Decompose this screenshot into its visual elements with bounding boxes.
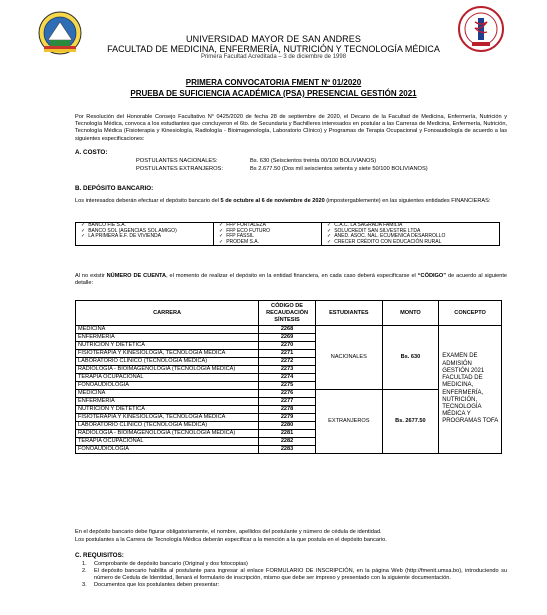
bank-item: ✓ BANCO FIE S.A. — [81, 222, 126, 228]
codigo-cell: 2269 — [259, 334, 316, 342]
costo-label-nacionales: POSTULANTES NACIONALES: — [136, 158, 218, 164]
bank-item: ✓ CRECER CRÉDITO CON EDUCACIÓN RURAL — [327, 238, 442, 245]
codigo-cell: 2280 — [259, 422, 316, 430]
codes-table — [75, 300, 502, 454]
check-icon: ✓ — [327, 222, 332, 228]
codigo-cell: 2283 — [259, 446, 316, 454]
concepto-cell: EXAMEN DE ADMISIÓN GESTIÓN 2021 FACULTAD DE MEDICINA, ENFERMERÍA, NUTRICIÓN, TECNOLOGÍA MÉDICA Y PROGRAMAS TOFA — [439, 326, 502, 454]
monto-nacionales-cell: Bs. 630 — [382, 326, 439, 390]
costo-value-nacionales: Bs. 630 (Seiscientos treinta 00/100 BOLIVIANOS) — [250, 158, 377, 164]
bank-item: ✓ FFP ECO FUTURO — [219, 227, 270, 234]
col-header-carrera: CARRERA — [76, 301, 259, 326]
faculty-name: FACULTAD DE MEDICINA, ENFERMERÍA, NUTRICIÓN Y TECNOLOGÍA MÉDICA — [107, 44, 440, 54]
carrera-cell: LABORATORIO CLÍNICO (TECNOLOGÍA MÉDICA) — [76, 358, 259, 366]
check-icon: ✓ — [81, 227, 86, 234]
codigo-cell: 2279 — [259, 414, 316, 422]
estudiantes-nacionales-cell: NACIONALES — [315, 326, 382, 390]
deposito-paragraph: Los interesados deberán efectuar el depósito bancario del 5 de octubre al 6 de noviembre de 2020 (impostergablemente) en las siguientes entidades FINANCIERAS: — [75, 198, 491, 204]
codigo-cell: 2273 — [259, 366, 316, 374]
deposito-dates: 5 de octubre al 6 de noviembre de 2020 — [220, 198, 325, 204]
carrera-cell: LABORATORIO CLÍNICO (TECNOLOGÍA MÉDICA) — [76, 422, 259, 430]
check-icon: ✓ — [219, 227, 224, 234]
col-header-codigo: CÓDIGO DE RECAUDACIÓN SÍNTESIS — [259, 301, 316, 326]
cuenta-paragraph: Al no existir NÚMERO DE CUENTA, el momento de realizar el depósito en la entidad financiera, en cada caso deberá especificarse el “CÓDIGO” de acuerdo al siguiente detalle: — [75, 273, 507, 287]
codigo-cell: 2277 — [259, 398, 316, 406]
intro-paragraph: Por Resolución del Honorable Consejo Facultativo N° 0425/2020 de fecha 28 de septiembre de 2020, el Decano de la Facultad de Medicina, Enfermería, Nutrición y Tecnología Médica, convoca a los estudiantes que concluyeron el 6to. de Secundaria y Bachilleres interesados en postular a las Carreras de Medicina, Enfermería, Nutrición, Tecnología Médica (Fisioterapia y Kinesiología, Radiología - Bioimagenología, Laboratorio Clínico) y Programas de Terapia Ocupacional y Fonoaudiología de acuerdo a las siguientes especificaciones: — [75, 114, 507, 142]
carrera-cell: FISIOTERAPIA Y KINESIOLOGÍA, TECNOLOGÍA MÉDICA — [76, 414, 259, 422]
requisitos-list — [82, 561, 507, 589]
carrera-cell: ENFERMERÍA — [76, 334, 259, 342]
bank-item: ✓ ANED. ASOC. NAL. ECUMENICA DESARROLLO — [327, 233, 446, 239]
bank-item: ✓ FFP FORTALEZA — [219, 222, 266, 228]
note-line-2: Los postulantes a la Carrera de Tecnología Médica deberán especificar a la mención a la que postula en el depósito bancario. — [75, 537, 387, 543]
check-icon: ✓ — [219, 222, 224, 228]
bank-item: ✓ BANCO SOL (AGENCIAS SOL AMIGO) — [81, 227, 177, 234]
costo-label-extranjeros: POSTULANTES EXTRANJEROS: — [136, 166, 223, 172]
codigo-cell: 2275 — [259, 382, 316, 390]
list-item: 3. Documentos que los postulantes deben presentar: — [82, 582, 220, 588]
carrera-cell: FONOAUDIOLOGÍA — [76, 446, 259, 454]
convocatoria-title: PRIMERA CONVOCATORIA FMENT Nº 01/2020 — [185, 78, 362, 87]
note-line-1: En el depósito bancario debe figurar obligatoriamente, el nombre, apellidos del postulante y número de cédula de identidad. — [75, 529, 382, 535]
check-icon: ✓ — [327, 233, 332, 239]
bank-item: ✓ PRODEM S.A. — [219, 238, 259, 245]
carrera-cell: MEDICINA — [76, 390, 259, 398]
col-header-monto: MONTO — [382, 301, 439, 326]
col-header-estudiantes: ESTUDIANTES — [315, 301, 382, 326]
carrera-cell: RADIOLOGÍA - BIOIMAGENOLOGÍA (TECNOLOGÍA MÉDICA) — [76, 366, 259, 374]
list-item: 1. Comprobante de depósito bancario (Original y dos fotocopias) — [82, 561, 248, 567]
carrera-cell: TERAPIA OCUPACIONAL — [76, 374, 259, 382]
carrera-cell: FONOAUDIOLOGÍA — [76, 382, 259, 390]
banks-column-2 — [214, 223, 322, 246]
codigo-cell: 2274 — [259, 374, 316, 382]
bank-item: ✓ SOLUCREDIT SAN SILVESTRE LTDA — [327, 227, 421, 234]
check-icon: ✓ — [81, 222, 86, 228]
col-header-concepto: CONCEPTO — [439, 301, 502, 326]
codigo-cell: 2272 — [259, 358, 316, 366]
codigo-cell: 2270 — [259, 342, 316, 350]
banks-table — [75, 222, 500, 246]
list-item: 2. El depósito bancario habilita al postulante para ingresar al enlace FORMULARIO DE INSCRIPCIÓN, en la página Web (http://fmenit.umsa.bo), introduciendo su número de Cedula de Identidad, llenará el formulario de inscripción, mismo que debe ser impreso y presentado con la siguiente documentación. — [82, 568, 507, 581]
codigo-cell: 2278 — [259, 406, 316, 414]
check-icon: ✓ — [327, 227, 332, 234]
requisitos-heading: C. REQUISITOS: — [75, 552, 124, 559]
table-row — [76, 390, 502, 398]
carrera-cell: RADIOLOGÍA - BIOIMAGENOLOGÍA (TECNOLOGÍA MÉDICA) — [76, 430, 259, 438]
check-icon: ✓ — [81, 233, 86, 239]
check-icon: ✓ — [219, 238, 224, 245]
deposito-heading: B. DEPÓSITO BANCARIO: — [75, 185, 154, 192]
university-name: UNIVERSIDAD MAYOR DE SAN ANDRES — [186, 34, 361, 44]
estudiantes-extranjeros-cell: EXTRANJEROS — [315, 390, 382, 454]
bank-item: ✓ LA PRIMERA E.F. DE VIVIENDA — [81, 233, 162, 239]
codigo-cell: 2282 — [259, 438, 316, 446]
banks-column-3 — [322, 223, 500, 246]
codigo-cell: 2281 — [259, 430, 316, 438]
bank-item: ✓ C.A.C. LA SAGRADA FAMILIA — [327, 222, 403, 228]
carrera-cell: NUTRICIÓN Y DIETÉTICA — [76, 342, 259, 350]
psa-title: PRUEBA DE SUFICIENCIA ACADÉMICA (PSA) PRESENCIAL GESTIÓN 2021 — [130, 89, 417, 98]
codigo-cell: 2268 — [259, 326, 316, 334]
table-row — [76, 326, 502, 334]
check-icon: ✓ — [219, 233, 224, 239]
banks-column-1 — [76, 223, 214, 246]
check-icon: ✓ — [327, 238, 332, 245]
accreditation-note: Primera Facultad Acreditada – 3 de diciembre de 1998 — [200, 54, 347, 60]
carrera-cell: FISIOTERAPIA Y KINESIOLOGÍA, TECNOLOGÍA MÉDICA — [76, 350, 259, 358]
carrera-cell: NUTRICIÓN Y DIETÉTICA — [76, 406, 259, 414]
monto-extranjeros-cell: Bs. 2677.50 — [382, 390, 439, 454]
costo-heading: A. COSTO: — [75, 149, 108, 156]
codigo-cell: 2271 — [259, 350, 316, 358]
carrera-cell: MEDICINA — [76, 326, 259, 334]
carrera-cell: ENFERMERÍA — [76, 398, 259, 406]
codigo-cell: 2276 — [259, 390, 316, 398]
bank-item: ✓ FFP FASSIL — [219, 233, 254, 239]
header — [0, 34, 547, 60]
costo-value-extranjeros: Bs 2.677.50 (Dos mil seiscientos setenta y siete 50/100 BOLIVIANOS) — [250, 166, 428, 172]
carrera-cell: TERAPIA OCUPACIONAL — [76, 438, 259, 446]
